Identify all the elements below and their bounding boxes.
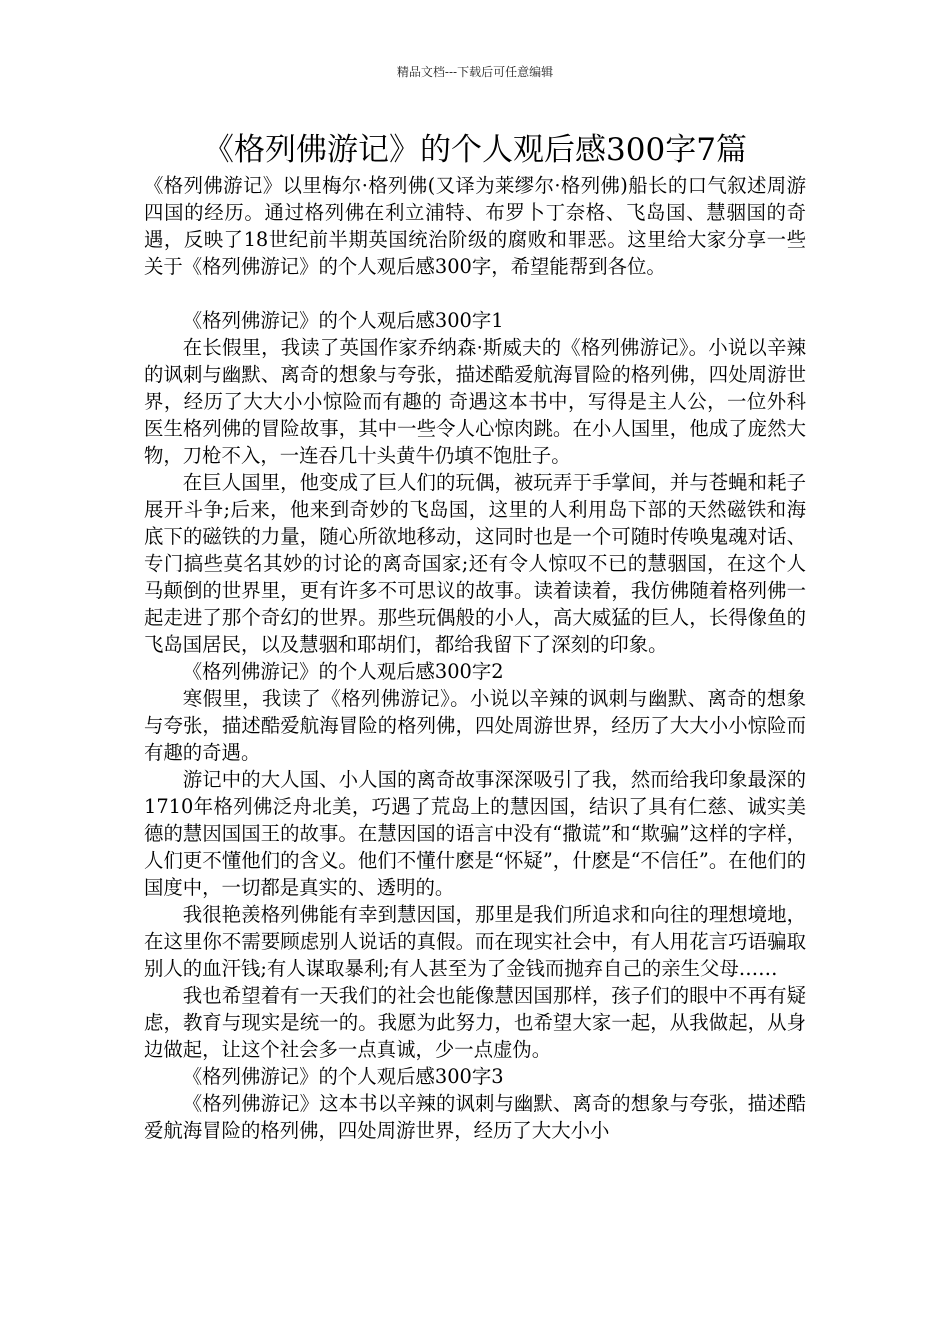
section-2: [144, 658, 806, 1063]
document-body: [144, 172, 806, 1144]
body-paragraph: 在长假里，我读了英国作家乔纳森·斯威夫的《格列佛游记》。小说以辛辣的讽刺与幽默、离奇的想象与夸张，描述酷爱航海冒险的格列佛，四处周游世界，经历了大大小小惊险而有趣的 奇遇这本书中，写得是主人公，一位外科医生格列佛的冒险故事，其中一些令人心惊肉跳。在小人国里，他成了庞然大物，刀枪不入，一连吞几十头黄牛仍填不饱肚子。: [144, 336, 806, 467]
body-paragraph: 寒假里，我读了《格列佛游记》。小说以辛辣的讽刺与幽默、离奇的想象与夸张，描述酷爱航海冒险的格列佛，四处周游世界，经历了大大小小惊险而有趣的奇遇。: [144, 687, 806, 764]
paragraph-spacer: [144, 280, 806, 307]
section-heading: 《格列佛游记》的个人观后感300字2: [182, 660, 504, 683]
intro-paragraph: 《格列佛游记》以里梅尔·格列佛(又译为莱缪尔·格列佛)船长的口气叙述周游四国的经历。通过格列佛在利立浦特、布罗卜丁奈格、飞岛国、慧骃国的奇遇，反映了18世纪前半期英国统治阶级的腐败和罪恶。这里给大家分享一些关于《格列佛游记》的个人观后感300字，希望能帮到各位。: [144, 174, 806, 278]
section-3: [144, 1063, 806, 1144]
document-title: 《格列佛游记》的个人观后感300字7篇: [203, 132, 747, 168]
body-paragraph: 《格列佛游记》这本书以辛辣的讽刺与幽默、离奇的想象与夸张，描述酷爱航海冒险的格列佛，四处周游世界，经历了大大小小: [144, 1092, 806, 1142]
body-paragraph: 在巨人国里，他变成了巨人们的玩偶，被玩弄于手掌间，并与苍蝇和耗子展开斗争;后来，他来到奇妙的飞岛国，这里的人利用岛下部的天然磁铁和海底下的磁铁的力量，随心所欲地移动，这同时也是一个可随时传唤鬼魂对话、专门搞些莫名其妙的讨论的离奇国家;还有令人惊叹不已的慧骃国，在这个人马颠倒的世界里，更有许多不可思议的故事。读着读着，我仿佛随着格列佛一起走进了那个奇幻的世界。那些玩偶般的小人，高大威猛的巨人，长得像鱼的飞岛国居民，以及慧骃和耶胡们，都给我留下了深刻的印象。: [144, 471, 806, 656]
page-header: 精品文档---下载后可任意编辑: [396, 65, 554, 79]
section-heading: 《格列佛游记》的个人观后感300字1: [182, 309, 504, 332]
body-paragraph: 我也希望着有一天我们的社会也能像慧因国那样，孩子们的眼中不再有疑虑，教育与现实是统一的。我愿为此努力，也希望大家一起，从我做起，从身边做起，让这个社会多一点真诚，少一点虚伪。: [144, 984, 806, 1061]
section-heading: 《格列佛游记》的个人观后感300字3: [182, 1065, 504, 1088]
body-paragraph: 游记中的大人国、小人国的离奇故事深深吸引了我，然而给我印象最深的1710年格列佛泛舟北美，巧遇了荒岛上的慧因国，结识了具有仁慈、诚实美德的慧因国国王的故事。在慧因国的语言中没有“撒谎”和“欺骗”这样的字样，人们更不懂他们的含义。他们不懂什麽是“怀疑”，什麽是“不信任”。在他们的国度中，一切都是真实的、透明的。: [144, 768, 806, 899]
section-1: [144, 307, 806, 658]
body-paragraph: 我很艳羡格列佛能有幸到慧因国，那里是我们所追求和向往的理想境地，在这里你不需要顾虑别人说话的真假。而在现实社会中，有人用花言巧语骗取别人的血汗钱;有人谋取暴利;有人甚至为了金钱而抛弃自己的亲生父母……: [144, 903, 806, 980]
